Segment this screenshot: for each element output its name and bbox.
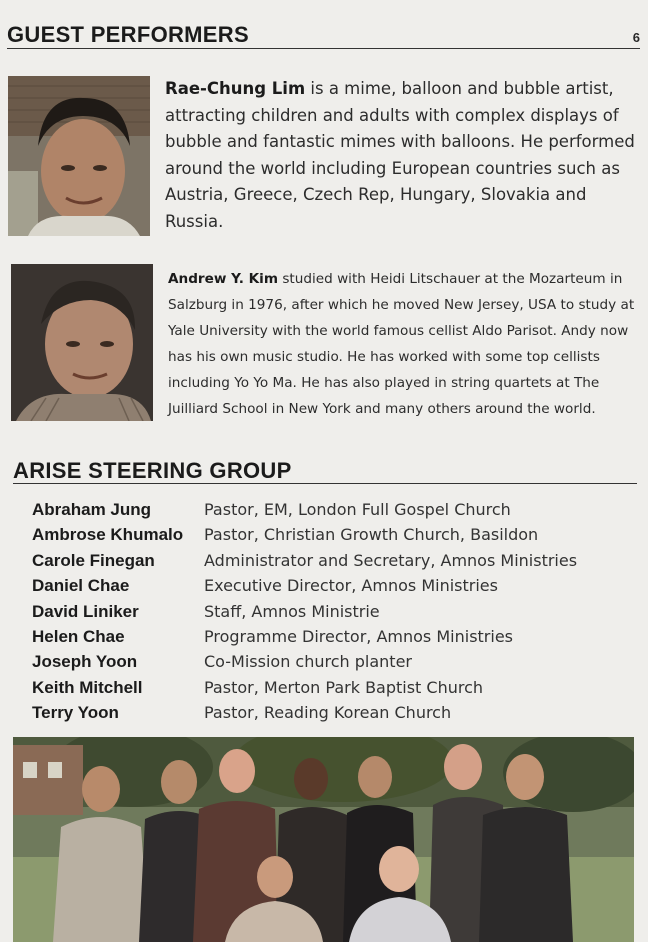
member-role: Programme Director, Amnos Ministries xyxy=(204,627,513,647)
list-item xyxy=(32,573,577,598)
header-rule xyxy=(7,48,640,49)
member-name: Joseph Yoon xyxy=(32,652,138,672)
steering-rule xyxy=(13,483,637,484)
member-name: Terry Yoon xyxy=(32,703,119,723)
list-item xyxy=(32,675,577,700)
performer-bio-text: studied with Heidi Litschauer at the Mozarteum in Salzburg in 1976, after which he moved New Jersey, USA to study at Yale University with the world famous cellist Aldo Parisot. Andy now has his own music studio. He has worked with some top cellists including Yo Yo Ma. He has also played in string quartets at The Juilliard School in New York and many others around the world. xyxy=(168,271,635,417)
member-role: Pastor, EM, London Full Gospel Church xyxy=(204,500,511,519)
member-name: Carole Finegan xyxy=(32,550,155,570)
performer-photo-rae-chung-lim xyxy=(8,76,150,236)
steering-member-list xyxy=(32,497,577,726)
member-name: Ambrose Khumalo xyxy=(32,525,184,545)
performer-photo-andrew-kim xyxy=(11,264,153,421)
member-name: Abraham Jung xyxy=(32,500,152,519)
performer-bio-text: is a mime, balloon and bubble artist, attracting children and adults with complex displays of bubble and fantastic mimes with balloons. He performed around the world including European countries such as Austria, Greece, Czech Rep, Hungary, Slovakia and Russia. xyxy=(165,79,635,231)
list-item xyxy=(32,522,577,547)
list-item xyxy=(32,497,577,522)
member-role: Pastor, Christian Growth Church, Basildon xyxy=(204,525,539,545)
section-title-guest-performers: GUEST PERFORMERS xyxy=(7,22,249,47)
list-item xyxy=(32,649,577,674)
member-role: Co-Mission church planter xyxy=(204,652,412,672)
page-number: 6 xyxy=(632,30,640,45)
member-role: Staff, Amnos Ministrie xyxy=(204,601,380,621)
performer-bio-2 xyxy=(168,266,640,422)
member-name: David Liniker xyxy=(32,601,139,621)
performer-name: Andrew Y. Kim xyxy=(168,271,278,287)
list-item xyxy=(32,700,577,725)
list-item xyxy=(32,548,577,573)
member-role: Pastor, Merton Park Baptist Church xyxy=(204,677,484,697)
member-role: Executive Director, Amnos Ministries xyxy=(204,576,498,596)
list-item xyxy=(32,624,577,649)
member-name: Daniel Chae xyxy=(32,576,130,596)
steering-group-photo xyxy=(13,737,634,942)
member-name: Keith Mitchell xyxy=(32,677,143,697)
member-role: Pastor, Reading Korean Church xyxy=(204,703,452,723)
member-role: Administrator and Secretary, Amnos Ministries xyxy=(204,550,578,570)
list-item xyxy=(32,599,577,624)
member-name: Helen Chae xyxy=(32,627,125,647)
performer-name: Rae-Chung Lim xyxy=(165,79,306,98)
section-title-steering-group: ARISE STEERING GROUP xyxy=(13,458,292,483)
performer-bio-1 xyxy=(165,76,641,236)
